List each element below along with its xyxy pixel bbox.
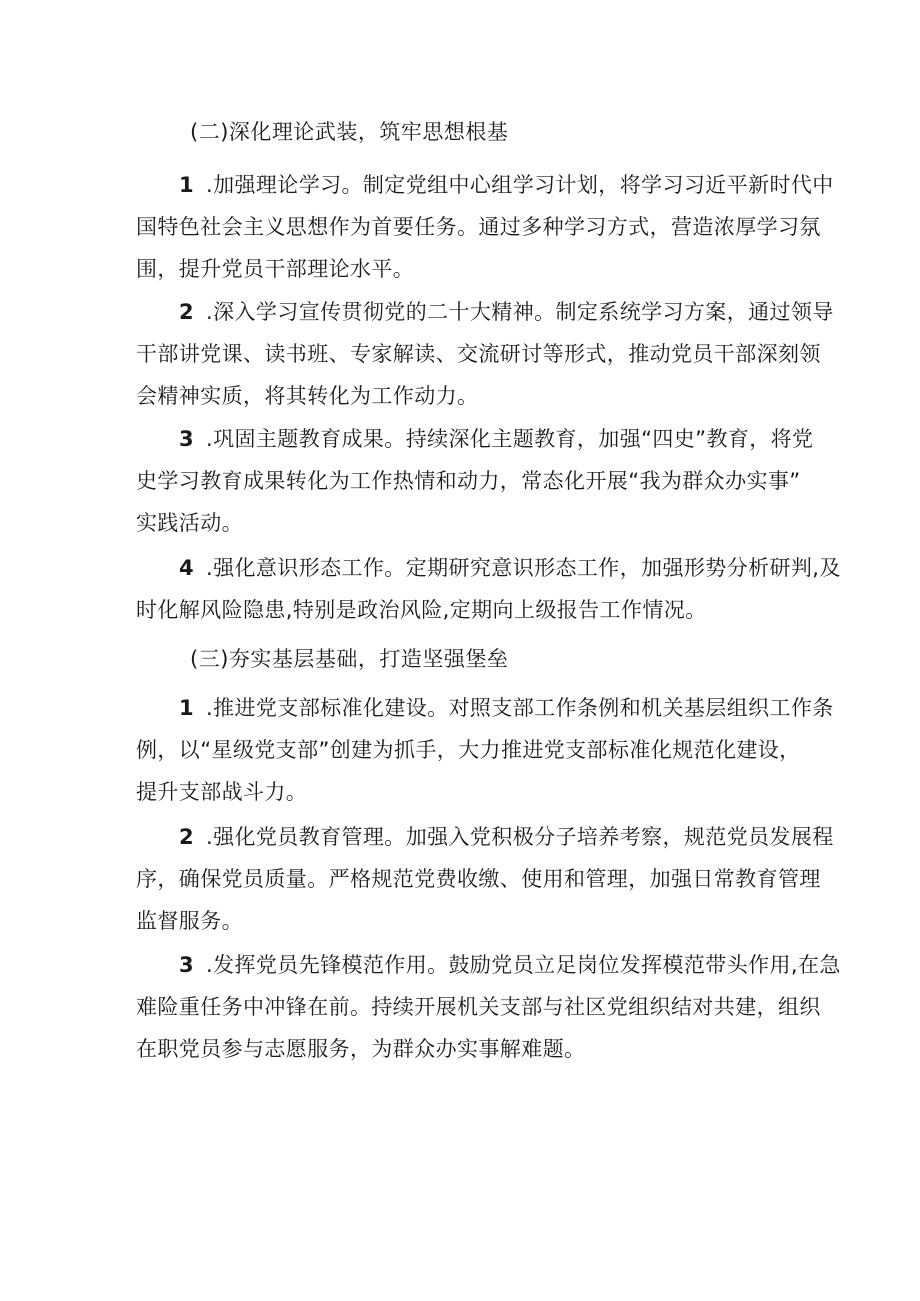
paragraph-item — [136, 687, 834, 813]
paragraph-item — [136, 944, 841, 1070]
paragraph-line: 史学习教育成果转化为工作热情和动力，常态化开展“我为群众办实事” — [136, 469, 801, 493]
paragraph-line: 提升支部战斗力。 — [136, 780, 308, 804]
paragraph-line: 实践活动。 — [136, 511, 243, 535]
paragraph-line — [136, 547, 841, 589]
paragraph-item — [136, 816, 834, 942]
paragraph-line — [136, 687, 834, 729]
line-text: .加强理论学习。制定党组中心组学习计划，将学习习近平新时代中 — [206, 173, 834, 197]
paragraph-line — [136, 816, 834, 858]
paragraph-line: 围，提升党员干部理论水平。 — [136, 257, 415, 281]
section-heading: (二)深化理论武装，筑牢思想根基 — [190, 120, 509, 144]
item-number: 1 — [179, 696, 195, 720]
paragraph-line: 国特色社会主义思想作为首要任务。通过多种学习方式，营造浓厚学习氛 — [136, 215, 821, 239]
line-text: .强化党员教育管理。加强入党积极分子培养考察，规范党员发展程 — [206, 825, 834, 849]
line-text: .发挥党员先锋模范作用。鼓励党员立足岗位发挥模范带头作用,在急 — [206, 953, 841, 977]
paragraph-line — [136, 291, 834, 333]
paragraph-line — [136, 944, 841, 986]
item-number: 2 — [179, 300, 195, 324]
line-text: .强化意识形态工作。定期研究意识形态工作，加强形势分析研判,及 — [206, 556, 841, 580]
line-text: .巩固主题教育成果。持续深化主题教育，加强“四史”教育，将党 — [206, 427, 814, 451]
item-number: 2 — [179, 825, 195, 849]
paragraph-line: 在职党员参与志愿服务，为群众办实事解难题。 — [136, 1037, 586, 1061]
paragraph-line: 干部讲党课、读书班、专家解读、交流研讨等形式，推动党员干部深刻领 — [136, 342, 821, 366]
paragraph-line: 难险重任务中冲锋在前。持续开展机关支部与社区党组织结对共建，组织 — [136, 995, 821, 1019]
item-number: 4 — [179, 556, 195, 580]
line-text: .深入学习宣传贯彻党的二十大精神。制定系统学习方案，通过领导 — [206, 300, 834, 324]
section-heading: (三)夯实基层基础，打造坚强堡垒 — [190, 647, 509, 671]
paragraph-line: 序，确保党员质量。严格规范党费收缴、使用和管理，加强日常教育管理 — [136, 867, 821, 891]
item-number: 3 — [179, 953, 195, 977]
paragraph-line — [136, 164, 834, 206]
paragraph-line: 例，以“星级党支部”创建为抓手，大力推进党支部标准化规范化建设， — [136, 738, 801, 762]
paragraph-line — [136, 418, 814, 460]
paragraph-line: 监督服务。 — [136, 909, 243, 933]
item-number: 1 — [179, 173, 195, 197]
item-number: 3 — [179, 427, 195, 451]
paragraph-item — [136, 164, 834, 290]
paragraph-item — [136, 291, 834, 417]
paragraph-line: 会精神实质，将其转化为工作动力。 — [136, 384, 479, 408]
paragraph-item — [136, 547, 841, 631]
line-text: .推进党支部标准化建设。对照支部工作条例和机关基层组织工作条 — [206, 696, 834, 720]
paragraph-line: 时化解风险隐患,特别是政治风险,定期向上级报告工作情况。 — [136, 598, 707, 622]
paragraph-item — [136, 418, 814, 544]
